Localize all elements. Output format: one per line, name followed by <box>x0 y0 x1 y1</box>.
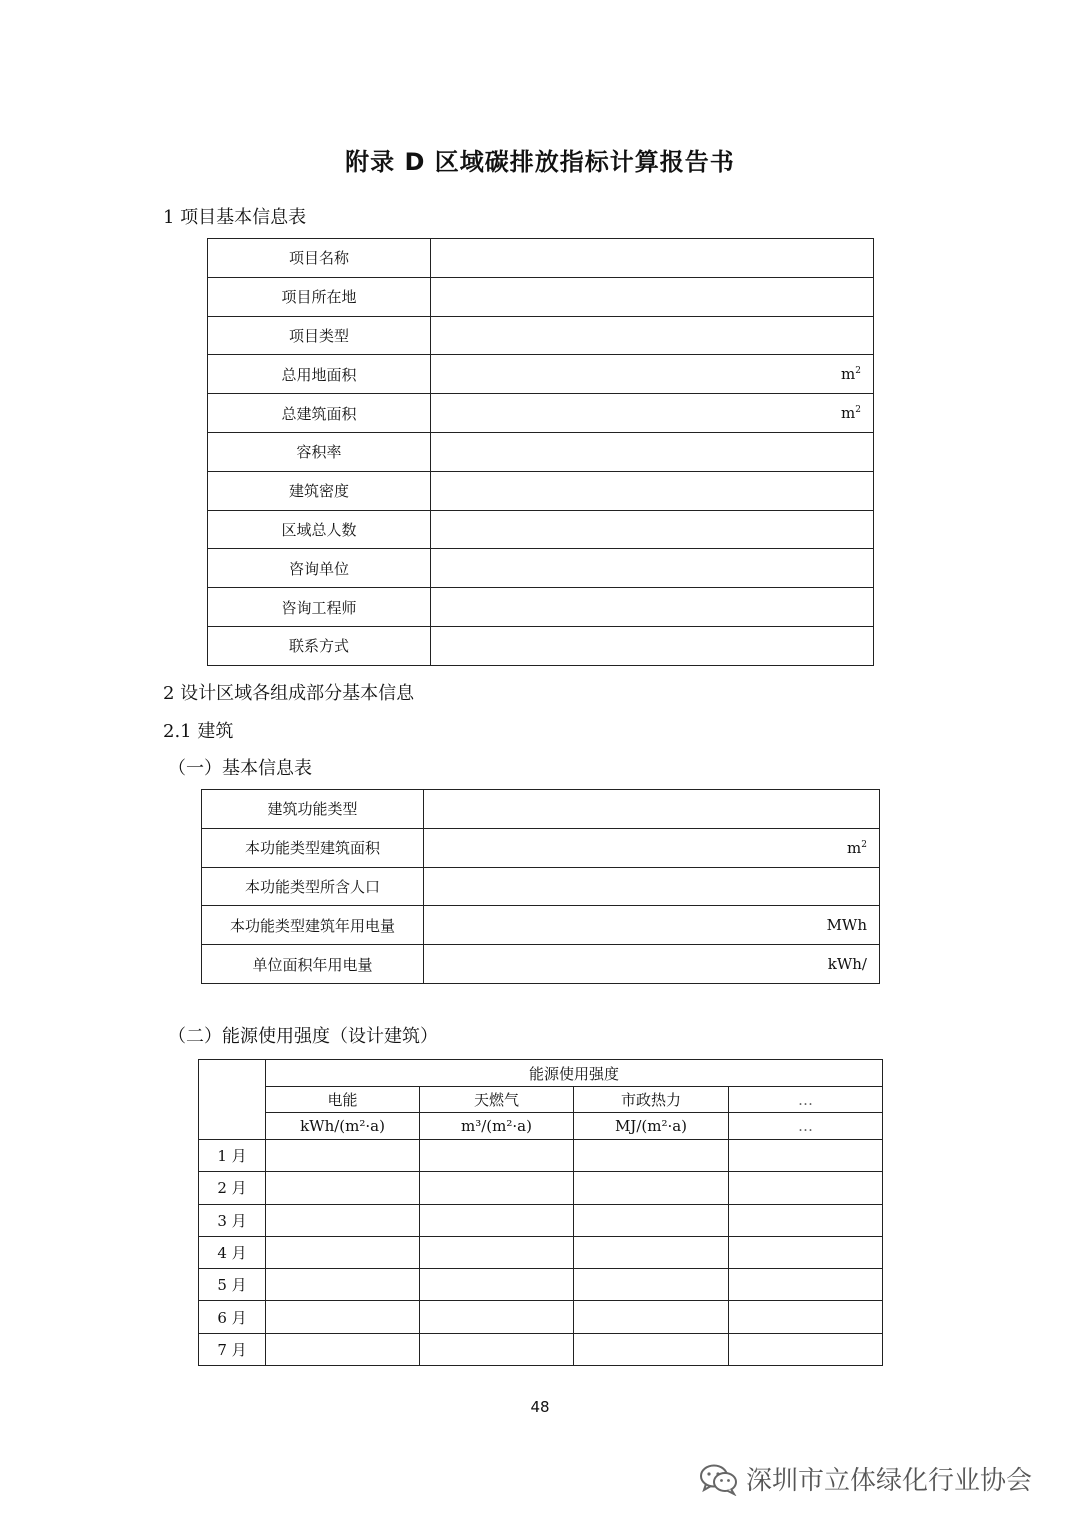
data-cell[interactable] <box>574 1333 729 1365</box>
month-row <box>199 1204 883 1236</box>
table-row <box>208 432 874 471</box>
month-row <box>199 1301 883 1333</box>
page-number: 48 <box>530 1398 550 1416</box>
row-value[interactable] <box>431 626 874 665</box>
unit-label: kWh/ <box>827 955 867 974</box>
data-cell[interactable] <box>574 1269 729 1301</box>
unit-superscript: 2 <box>855 405 861 416</box>
column-header: 市政热力 <box>574 1087 729 1113</box>
data-cell[interactable] <box>420 1269 574 1301</box>
column-unit: kWh/(m²·a) <box>266 1113 420 1140</box>
data-cell[interactable] <box>266 1140 420 1172</box>
table-row <box>208 355 874 394</box>
month-label: 5 月 <box>199 1269 266 1301</box>
column-unit: MJ/(m²·a) <box>574 1113 729 1140</box>
data-cell[interactable] <box>729 1301 883 1333</box>
row-label: 联系方式 <box>208 626 431 665</box>
row-label: 咨询工程师 <box>208 588 431 627</box>
table-row <box>208 316 874 355</box>
data-cell[interactable] <box>420 1333 574 1365</box>
unit-superscript: 2 <box>855 366 861 377</box>
data-cell[interactable] <box>729 1204 883 1236</box>
table-row <box>202 828 880 867</box>
table-row <box>208 510 874 549</box>
unit-label: m <box>847 838 862 857</box>
data-cell[interactable] <box>420 1236 574 1268</box>
table-row <box>208 626 874 665</box>
row-label: 项目名称 <box>208 239 431 278</box>
table-row <box>202 945 880 984</box>
data-cell[interactable] <box>729 1172 883 1204</box>
data-cell[interactable] <box>729 1269 883 1301</box>
row-value[interactable] <box>424 906 880 945</box>
watermark <box>698 1460 1032 1497</box>
data-cell[interactable] <box>420 1204 574 1236</box>
row-value[interactable] <box>431 510 874 549</box>
watermark-text: 深圳市立体绿化行业协会 <box>746 1466 1033 1496</box>
column-unit: … <box>729 1113 883 1140</box>
row-label: 本功能类型建筑面积 <box>202 828 424 867</box>
row-value[interactable] <box>431 316 874 355</box>
row-value[interactable] <box>424 945 880 984</box>
row-label: 项目所在地 <box>208 277 431 316</box>
row-value[interactable] <box>431 394 874 433</box>
unit-superscript: 2 <box>861 839 867 850</box>
row-label: 单位面积年用电量 <box>202 945 424 984</box>
month-row <box>199 1140 883 1172</box>
unit-label: m <box>841 404 856 423</box>
row-label: 总建筑面积 <box>208 394 431 433</box>
row-value[interactable] <box>424 790 880 829</box>
data-cell[interactable] <box>266 1172 420 1204</box>
table-row <box>208 394 874 433</box>
corner-cell <box>199 1060 266 1140</box>
column-unit: m³/(m²·a) <box>420 1113 574 1140</box>
month-row <box>199 1269 883 1301</box>
data-cell[interactable] <box>574 1204 729 1236</box>
column-header: … <box>729 1087 883 1113</box>
data-cell[interactable] <box>266 1204 420 1236</box>
table-row <box>208 239 874 278</box>
data-cell[interactable] <box>729 1236 883 1268</box>
row-label: 本功能类型所含人口 <box>202 867 424 906</box>
row-value[interactable] <box>431 432 874 471</box>
section2-heading: 2 设计区域各组成部分基本信息 <box>163 683 415 704</box>
building-basic-info-table <box>201 789 880 984</box>
data-cell[interactable] <box>729 1140 883 1172</box>
group-header: 能源使用强度 <box>266 1060 883 1087</box>
row-value[interactable] <box>431 549 874 588</box>
data-cell[interactable] <box>420 1140 574 1172</box>
table-row <box>208 549 874 588</box>
month-label: 3 月 <box>199 1204 266 1236</box>
data-cell[interactable] <box>574 1172 729 1204</box>
table-row <box>202 867 880 906</box>
month-label: 7 月 <box>199 1333 266 1365</box>
data-cell[interactable] <box>420 1172 574 1204</box>
row-value[interactable] <box>431 471 874 510</box>
data-cell[interactable] <box>420 1301 574 1333</box>
month-row <box>199 1236 883 1268</box>
page-title: 附录 D 区域碳排放指标计算报告书 <box>345 148 735 176</box>
data-cell[interactable] <box>574 1301 729 1333</box>
row-label: 咨询单位 <box>208 549 431 588</box>
data-cell[interactable] <box>266 1236 420 1268</box>
energy-heading: （二）能源使用强度（设计建筑） <box>168 1026 438 1047</box>
table-row <box>208 277 874 316</box>
section2-1-heading: 2.1 建筑 <box>163 721 234 742</box>
column-header: 天燃气 <box>420 1087 574 1113</box>
data-cell[interactable] <box>574 1140 729 1172</box>
month-row <box>199 1172 883 1204</box>
table-row <box>208 471 874 510</box>
row-value[interactable] <box>424 828 880 867</box>
section1-heading: 1 项目基本信息表 <box>163 207 307 228</box>
row-value[interactable] <box>431 588 874 627</box>
row-value[interactable] <box>431 277 874 316</box>
month-label: 1 月 <box>199 1140 266 1172</box>
month-label: 2 月 <box>199 1172 266 1204</box>
row-label: 项目类型 <box>208 316 431 355</box>
project-info-table <box>207 238 874 666</box>
table-row <box>202 906 880 945</box>
row-label: 容积率 <box>208 432 431 471</box>
month-row <box>199 1333 883 1365</box>
data-cell[interactable] <box>266 1333 420 1365</box>
row-label: 总用地面积 <box>208 355 431 394</box>
row-label: 建筑功能类型 <box>202 790 424 829</box>
month-label: 4 月 <box>199 1236 266 1268</box>
wechat-icon <box>698 1462 740 1496</box>
column-header: 电能 <box>266 1087 420 1113</box>
table-row <box>202 790 880 829</box>
row-value[interactable] <box>431 355 874 394</box>
row-label: 区域总人数 <box>208 510 431 549</box>
row-label: 本功能类型建筑年用电量 <box>202 906 424 945</box>
row-value[interactable] <box>424 867 880 906</box>
energy-intensity-table <box>198 1059 883 1366</box>
data-cell[interactable] <box>266 1269 420 1301</box>
data-cell[interactable] <box>729 1333 883 1365</box>
month-label: 6 月 <box>199 1301 266 1333</box>
unit-label: m <box>841 365 856 384</box>
basic-info-heading: （一）基本信息表 <box>168 758 312 779</box>
data-cell[interactable] <box>266 1301 420 1333</box>
table-row <box>208 588 874 627</box>
data-cell[interactable] <box>574 1236 729 1268</box>
row-label: 建筑密度 <box>208 471 431 510</box>
row-value[interactable] <box>431 239 874 278</box>
unit-label: MWh <box>826 916 867 935</box>
